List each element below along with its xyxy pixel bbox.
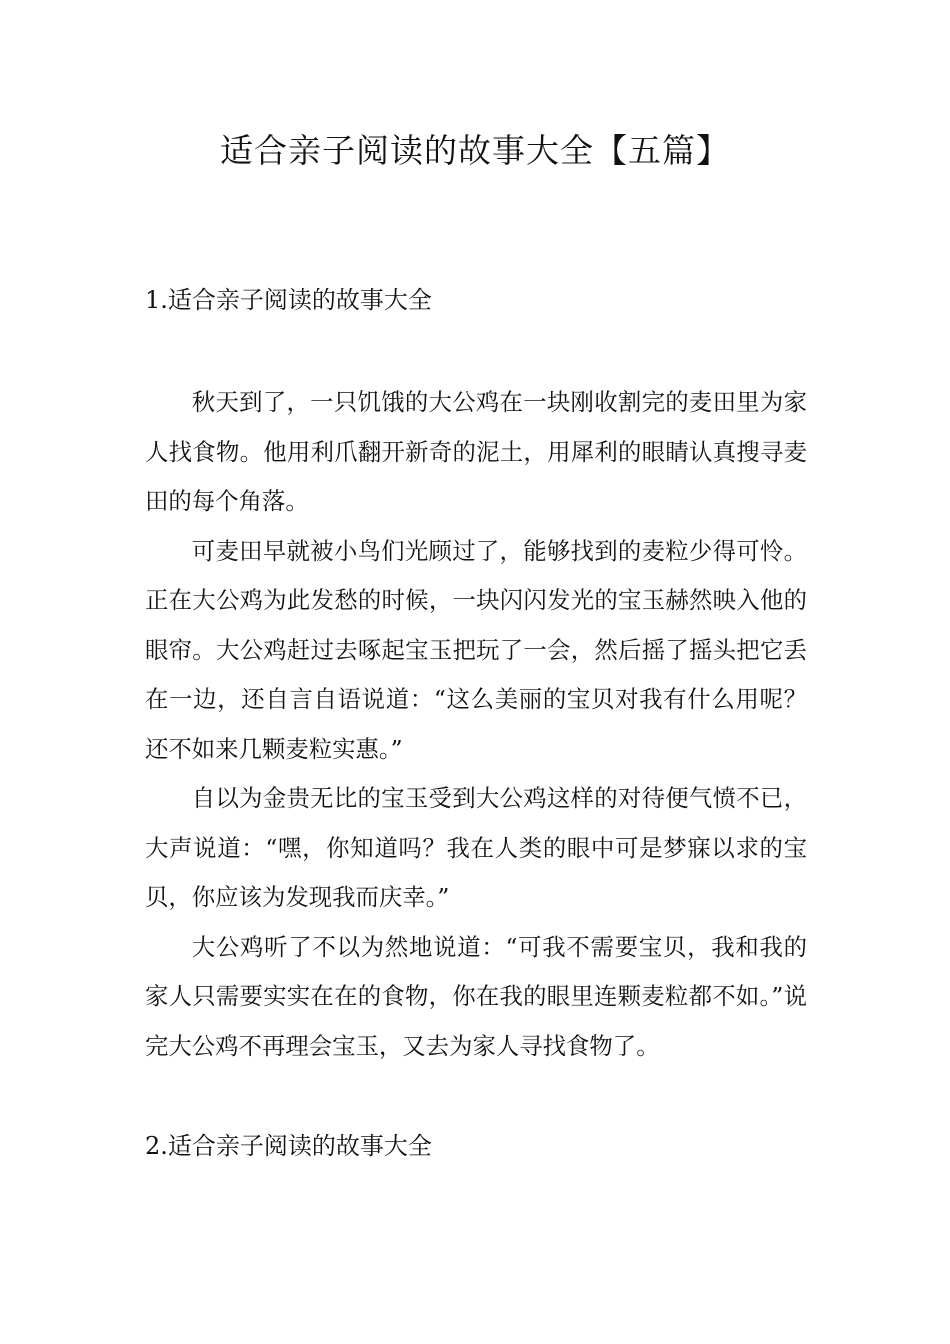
section-heading-1: 1.适合亲子阅读的故事大全 [145,286,432,314]
document-title: 适合亲子阅读的故事大全【五篇】 [220,131,730,170]
paragraph-4: 大公鸡听了不以为然地说道：“可我不需要宝贝，我和我的家人只需要实实在在的食物，你在我的眼里连颗麦粒都不如。”说完大公鸡不再理会宝玉，又去为家人寻找食物了。 [145,932,807,1060]
section-1-body [145,378,807,1071]
paragraph-2: 可麦田早就被小鸟们光顾过了，能够找到的麦粒少得可怜。正在大公鸡为此发愁的时候，一块闪闪发光的宝玉赫然映入他的眼帘。大公鸡赶过去啄起宝玉把玩了一会，然后摇了摇头把它丢在一边，还自言自语说道：“这么美丽的宝贝对我有什么用呢？还不如来几颗麦粒实惠。” [145,536,807,763]
section-heading-2: 2.适合亲子阅读的故事大全 [145,1132,432,1160]
paragraph-3: 自以为金贵无比的宝玉受到大公鸡这样的对待便气愤不已，大声说道：“嘿，你知道吗？我在人类的眼中可是梦寐以求的宝贝，你应该为发现我而庆幸。” [145,784,807,911]
paragraph-1: 秋天到了，一只饥饿的大公鸡在一块刚收割完的麦田里为家人找食物。他用利爪翻开新奇的泥土，用犀利的眼睛认真搜寻麦田的每个角落。 [145,388,807,515]
